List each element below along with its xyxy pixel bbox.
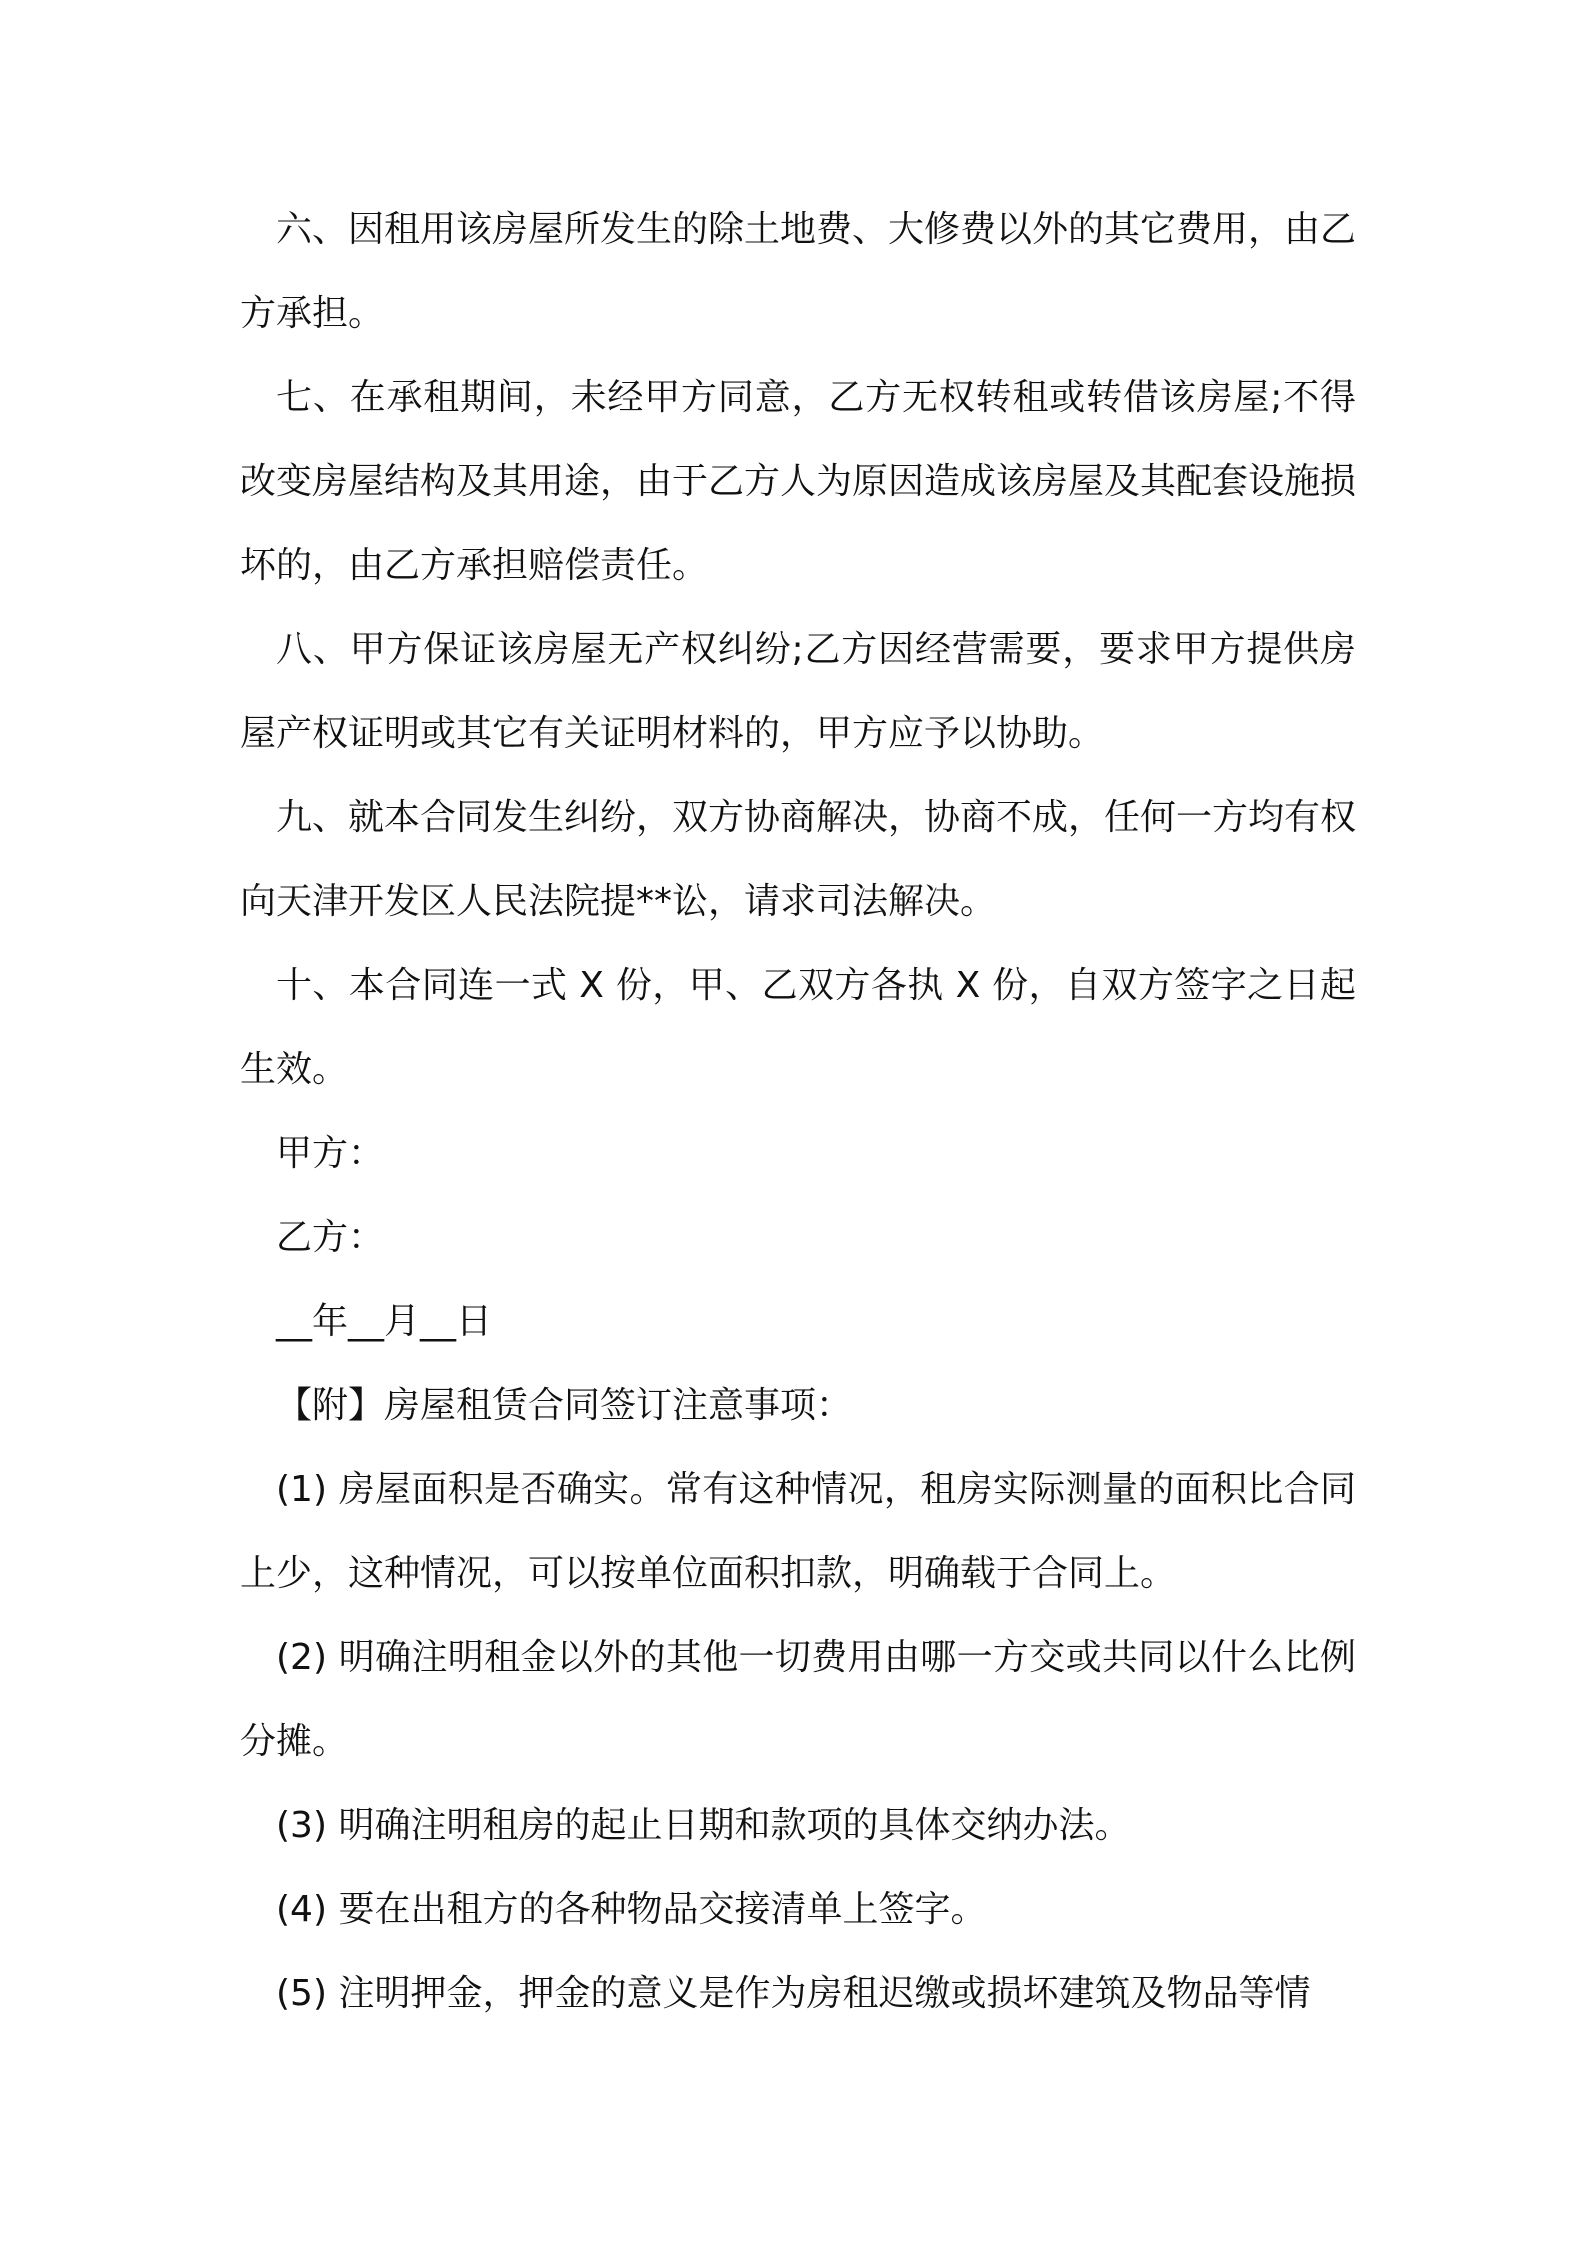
clause-eight: 八、甲方保证该房屋无产权纠纷;乙方因经营需要，要求甲方提供房屋产权证明或其它有关证明材料的，甲方应予以协助。 xyxy=(240,629,1356,754)
note-3: (3) 明确注明租房的起止日期和款项的具体交纳办法。 xyxy=(276,1805,1131,1846)
party-b-signature-line: 乙方： xyxy=(276,1217,385,1258)
note-4: (4) 要在出租方的各种物品交接清单上签字。 xyxy=(276,1889,987,1930)
clause-six: 六、因租用该房屋所发生的除土地费、大修费以外的其它费用，由乙方承担。 xyxy=(240,209,1357,334)
clause-ten: 十、本合同连一式 X 份，甲、乙双方各执 X 份，自双方签字之日起生效。 xyxy=(240,965,1356,1090)
note-2: (2) 明确注明租金以外的其他一切费用由哪一方交或共同以什么比例分摊。 xyxy=(240,1637,1356,1762)
appendix-heading: 【附】房屋租赁合同签订注意事项： xyxy=(276,1385,853,1426)
clause-seven: 七、在承租期间，未经甲方同意，乙方无权转租或转借该房屋;不得改变房屋结构及其用途，由于乙方人为原因造成该房屋及其配套设施损坏的，由乙方承担赔偿责任。 xyxy=(240,377,1357,586)
party-a-signature-line: 甲方： xyxy=(276,1133,385,1174)
date-line: __年__月__日 xyxy=(276,1301,493,1342)
document-body xyxy=(240,188,1356,2036)
note-5: (5) 注明押金，押金的意义是作为房租迟缴或损坏建筑及物品等情 xyxy=(276,1973,1311,2014)
clause-nine: 九、就本合同发生纠纷，双方协商解决，协商不成，任何一方均有权向天津开发区人民法院提**讼，请求司法解决。 xyxy=(240,797,1357,922)
note-1: (1) 房屋面积是否确实。常有这种情况，租房实际测量的面积比合同上少，这种情况，可以按单位面积扣款，明确载于合同上。 xyxy=(240,1469,1356,1594)
